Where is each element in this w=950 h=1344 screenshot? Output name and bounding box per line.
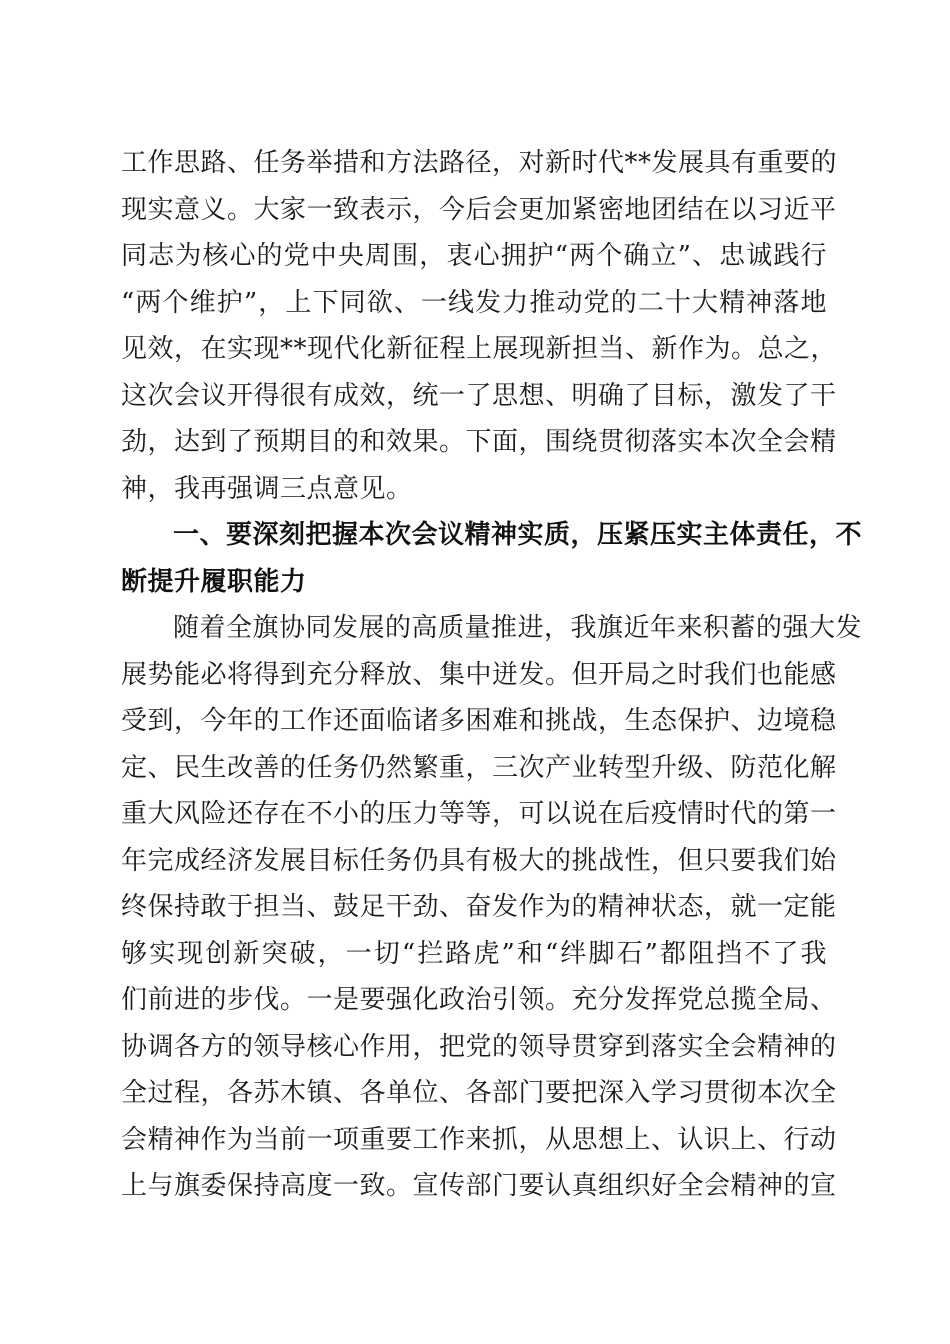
text-line: 见效，在实现**现代化新征程上展现新担当、新作为。总之， bbox=[121, 334, 838, 364]
text-line: “两个维护”，上下同欲、一线发力推动党的二十大精神落地 bbox=[121, 287, 827, 318]
text-line: 这次会议开得很有成效，统一了思想、明确了目标，激发了干 bbox=[121, 380, 837, 411]
text-line: 展势能必将得到充分释放、集中迸发。但开局之时我们也能感 bbox=[121, 659, 837, 690]
text-line: 终保持敢于担当、鼓足干劲、奋发作为的精神状态，就一定能 bbox=[121, 892, 837, 922]
text-line: 同志为核心的党中央周围，衷心拥护“两个确立”、忠诚践行 bbox=[121, 241, 827, 271]
text-line: 上与旗委保持高度一致。宣传部门要认真组织好全会精神的宣 bbox=[121, 1171, 837, 1201]
text-line: 年完成经济发展目标任务仍具有极大的挑战性，但只要我们始 bbox=[121, 845, 837, 876]
heading-line: 断提升履职能力 bbox=[121, 566, 307, 597]
text-line: 定、民生改善的任务仍然繁重，三次产业转型升级、防范化解 bbox=[121, 752, 837, 783]
text-line: 随着全旗协同发展的高质量推进，我旗近年来积蓄的强大发 bbox=[173, 613, 863, 643]
heading-line: 一、要深刻把握本次会议精神实质，压紧压实主体责任，不 bbox=[173, 520, 863, 550]
paragraph-section-one-body bbox=[121, 605, 863, 1210]
section-heading-one bbox=[121, 512, 863, 605]
text-line: 们前进的步伐。一是要强化政治引领。充分发挥党总揽全局、 bbox=[121, 985, 837, 1015]
document-body bbox=[121, 140, 863, 1210]
text-line: 工作思路、任务举措和方法路径，对新时代**发展具有重要的 bbox=[121, 148, 838, 178]
paragraph-intro-continuation bbox=[121, 140, 838, 512]
text-line: 会精神作为当前一项重要工作来抓，从思想上、认识上、行动 bbox=[121, 1124, 837, 1155]
text-line: 重大风险还存在不小的压力等等，可以说在后疫情时代的第一 bbox=[121, 799, 837, 829]
text-line: 劲，达到了预期目的和效果。下面，围绕贯彻落实本次全会精 bbox=[121, 427, 837, 457]
text-line: 够实现创新突破，一切“拦路虎”和“绊脚石”都阻挡不了我 bbox=[121, 938, 827, 969]
text-line: 协调各方的领导核心作用，把党的领导贯穿到落实全会精神的 bbox=[121, 1031, 837, 1062]
text-line: 全过程，各苏木镇、各单位、各部门要把深入学习贯彻本次全 bbox=[121, 1078, 837, 1108]
text-line: 神，我再强调三点意见。 bbox=[121, 473, 413, 504]
text-line: 现实意义。大家一致表示，今后会更加紧密地团结在以习近平 bbox=[121, 194, 837, 225]
text-line: 受到，今年的工作还面临诸多困难和挑战，生态保护、边境稳 bbox=[121, 706, 837, 736]
